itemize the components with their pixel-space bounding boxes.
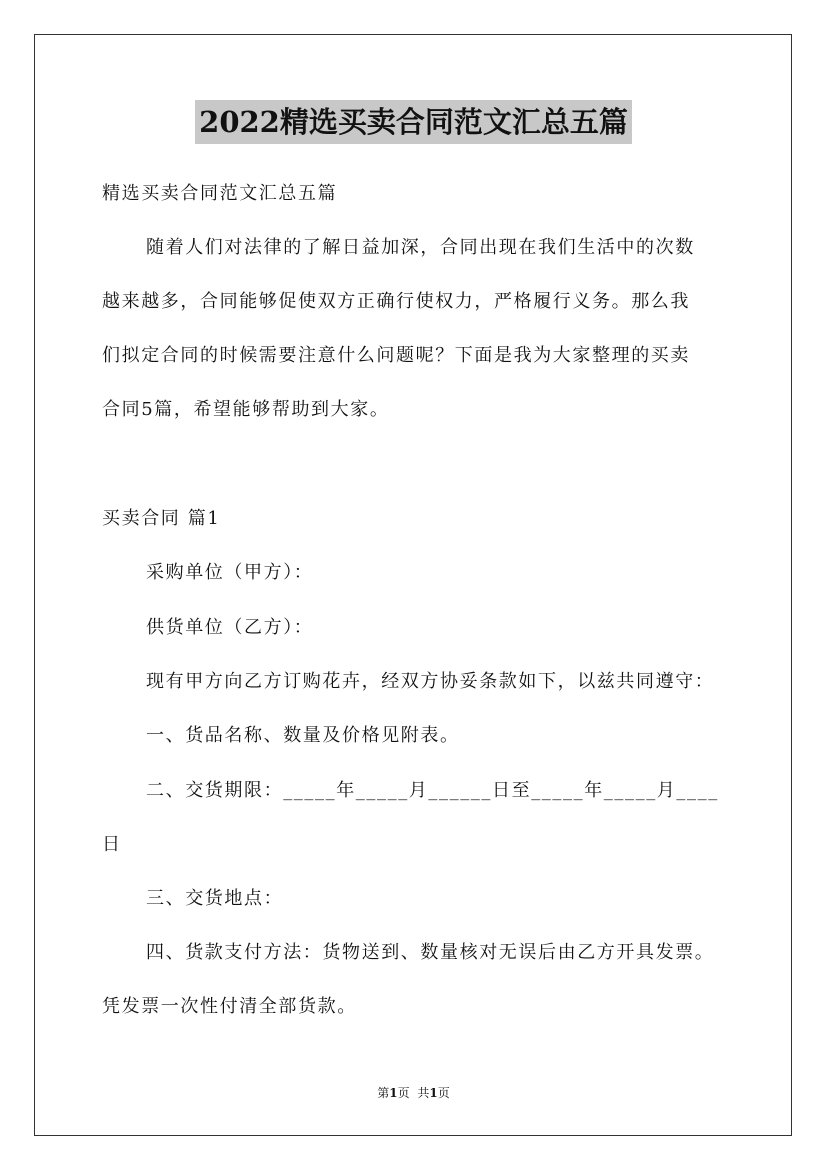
clause-buyer: 采购单位（甲方）：: [146, 562, 314, 583]
intro-line-3: 们拟定合同的时候需要注意什么问题呢？下面是我为大家整理的买卖: [102, 345, 690, 366]
title-container: [0, 100, 827, 144]
intro-line-1: 随着人们对法律的了解日益加深，合同出现在我们生活中的次数: [146, 237, 695, 258]
intro-line-4: 合同5篇，希望能够帮助到大家。: [102, 399, 390, 420]
intro-line-2: 越来越多，合同能够促使双方正确行使权力，严格履行义务。那么我: [102, 291, 690, 312]
clause-goods: 一、货品名称、数量及价格见附表。: [146, 725, 460, 746]
clause-payment: 四、货款支付方法：货物送到、数量核对无误后由乙方开具发票。: [146, 942, 715, 963]
clause-agreement: 现有甲方向乙方订购花卉，经双方协妥条款如下，以兹共同遵守：: [146, 671, 715, 692]
document-title: 2022精选买卖合同范文汇总五篇: [195, 100, 632, 144]
clause-payment-cont: 凭发票一次性付清全部货款。: [102, 996, 357, 1017]
page-suffix: 页: [397, 1086, 410, 1100]
clause-supplier: 供货单位（乙方）：: [146, 617, 314, 638]
page-number: 1: [389, 1086, 398, 1100]
clause-delivery-place: 三、交货地点：: [146, 888, 284, 909]
total-pages: 1: [429, 1086, 438, 1100]
total-suffix: 页: [437, 1086, 450, 1100]
section-heading: 买卖合同 篇1: [102, 508, 221, 529]
clause-delivery-period: 二、交货期限：_____年_____月______日至_____年_____月____: [146, 780, 719, 801]
total-prefix: 共: [417, 1086, 430, 1100]
clause-delivery-period-cont: 日: [102, 834, 122, 855]
page-footer: [0, 1084, 827, 1101]
document-subtitle: 精选买卖合同范文汇总五篇: [102, 183, 338, 204]
page-prefix: 第: [377, 1086, 390, 1100]
